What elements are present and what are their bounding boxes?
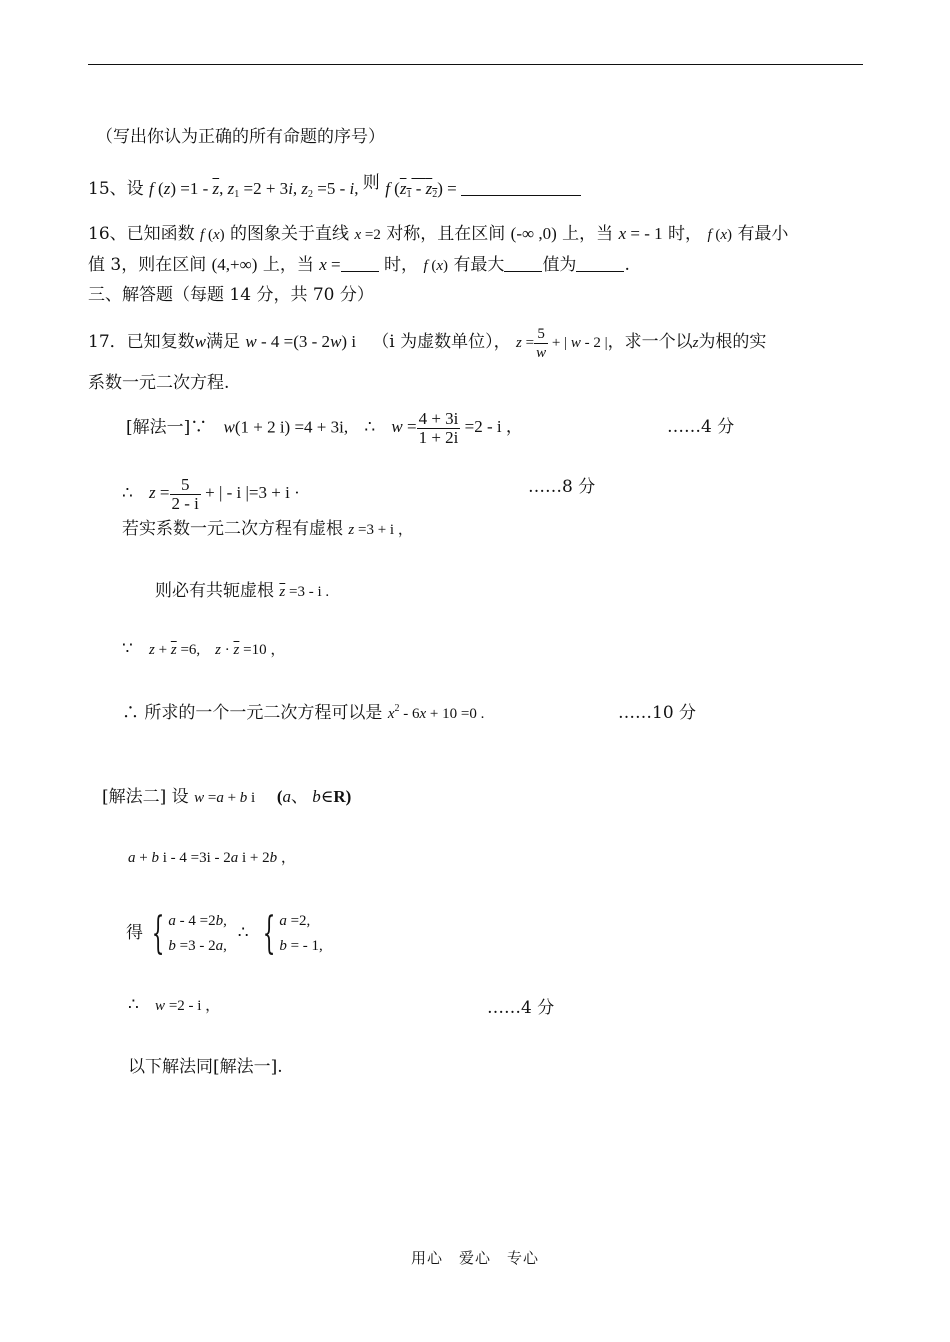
sol2-w-def: w =a + b i <box>194 790 256 806</box>
hint-line: （写出你认为正确的所有命题的序号） <box>96 127 385 147</box>
sol2-domain: (a、 b∈R) <box>276 787 352 806</box>
sol1-score-3: ……10 分 <box>618 703 697 723</box>
sol1-therefore-2: ∴ <box>122 483 133 504</box>
q17-z: z <box>692 334 699 351</box>
sol2-score: ……4 分 <box>487 998 555 1018</box>
sol2-get: 得 <box>126 923 143 943</box>
sol1-line4-text: 则必有共轭虚根 <box>155 581 274 601</box>
q16-fx-3: f (x) <box>423 258 449 274</box>
sol1-because: ∵ <box>122 639 133 659</box>
sol1-line5 <box>122 638 285 661</box>
sol1-therefore-1: ∴ <box>364 417 376 438</box>
question-16-line1 <box>88 223 788 246</box>
sol1-line6 <box>122 698 484 725</box>
header-rule <box>88 64 863 65</box>
q16-text-c: 对称，且在区间 <box>386 224 506 244</box>
q17-text-d: ，求一个以 <box>607 331 693 352</box>
q17-condition: w - 4 =(3 - 2w) i <box>245 331 357 351</box>
q16-text-j: 有最大 <box>453 255 505 275</box>
q16-text-i: 时， <box>384 255 419 275</box>
page-footer: 用心 爱心 专心 <box>410 1249 539 1267</box>
q16-interval-1: (-∞ ,0) <box>510 224 557 243</box>
q17-text-c: （i 为虚数单位）， <box>372 331 511 352</box>
sol1-line1 <box>126 410 523 447</box>
sol2-line2 <box>128 846 296 869</box>
q17-w: w <box>194 331 206 351</box>
question-16-line2 <box>88 254 630 277</box>
q16-text-a: 16、已知函数 <box>88 224 195 244</box>
sol2-line3 <box>126 906 323 960</box>
sol1-equation: $x^2 - 6x + 10 =0$ . <box>387 703 485 722</box>
q16-text-g: 值 3，则在区间 <box>88 255 207 275</box>
sol2-brace-2: { <box>263 907 276 959</box>
answer-blank-16a <box>341 257 379 272</box>
sol1-eq1: w(1 + 2 i) =4 + 3i, <box>223 417 349 437</box>
q16-period: . <box>624 255 630 275</box>
sol1-score-1: ……4 分 <box>667 417 735 437</box>
sol2-w-value: w =2 - i ， <box>155 998 221 1014</box>
answer-blank-15 <box>461 181 581 196</box>
sol2-line4 <box>128 994 220 1017</box>
q17-text-a: 17．已知复数 <box>88 331 195 352</box>
q16-interval-2: (4,+∞) <box>211 255 258 274</box>
q16-x-blank: x = <box>319 255 378 274</box>
sol2-brace-1: { <box>152 907 165 959</box>
sol1-eq3: z = $\frac{5}{2 - i}$ + | - i |=3 + i · <box>149 475 300 513</box>
question-17-line2: 系数一元二次方程. <box>88 373 230 393</box>
answer-blank-16c <box>576 257 624 272</box>
sol2-eq1: a + b i - 4 =3i - 2a i + 2b ， <box>128 850 296 866</box>
sol2-system-1: a - 4 =2b, b =3 - 2a, <box>168 912 227 954</box>
q15-expression: f $(z_1 - z_2)$ = <box>385 179 581 198</box>
sol1-sum-product: $z + \overline{z} =6$, $z \cdot \overline{z} =10$ ， <box>149 642 286 658</box>
q16-text-d: 上，当 <box>562 224 614 244</box>
q16-text-h: 上，当 <box>262 255 314 275</box>
q17-text-b: 满足 <box>205 331 240 352</box>
q16-fx-1: f (x) <box>200 227 225 243</box>
sol1-line2 <box>122 476 300 513</box>
sol2-line1 <box>102 786 351 809</box>
q15-label: 15、设 <box>88 179 144 199</box>
sol2-system-2: a =2, b = - 1, <box>279 912 323 954</box>
sol1-score-2: ……8 分 <box>528 477 596 497</box>
sol2-label: [解法二] 设 <box>102 787 189 807</box>
question-15 <box>88 172 581 206</box>
sol2-final: 以下解法同[解法一]. <box>128 1057 283 1077</box>
q16-text-e: 时， <box>668 224 703 244</box>
sol1-eq2: w = $\frac{4 + 3i}{1 + 2i}$ =2 - i ， <box>391 409 523 447</box>
sol1-line4 <box>155 580 329 603</box>
sol1-line3-text: 若实系数一元二次方程有虚根 <box>122 519 343 539</box>
sol2-therefore-1: ∴ <box>237 923 249 943</box>
q16-text-b: 的图象关于直线 <box>230 224 350 244</box>
q17-z-def: z = $\frac{5}{w}$ + | w - 2 | <box>516 326 608 361</box>
section-3-title: 三、解答题（每题 14 分，共 70 分） <box>88 285 374 305</box>
q16-fx-2: f (x) <box>707 227 733 243</box>
sol1-label: [解法一]∵ <box>126 417 208 438</box>
answer-blank-16b <box>504 257 542 272</box>
sol1-line3 <box>122 518 413 541</box>
q16-text-f: 有最小 <box>737 224 789 244</box>
q15-formula: f $(z) =1 - \overline{z}$, $z_1 =2 + 3i$, $z_2 =5 - i$, <box>149 179 363 200</box>
q16-text-k: 值为 <box>542 255 577 275</box>
q17-text-e: 为根的实 <box>698 331 767 352</box>
q16-line-eq: x =2 <box>354 227 381 243</box>
sol2-therefore-2: ∴ <box>128 995 139 1015</box>
question-17-line1 <box>88 325 766 362</box>
q15-then: 则 <box>362 173 380 193</box>
sol1-root: z =3 + i ， <box>348 522 413 538</box>
sol1-line6-text: ∴ 所求的一个一元二次方程可以是 <box>122 703 383 723</box>
sol1-conj-root: $\overline{z} =3 - i$ . <box>279 584 330 600</box>
q16-x-eq: x = - 1 <box>618 224 663 243</box>
